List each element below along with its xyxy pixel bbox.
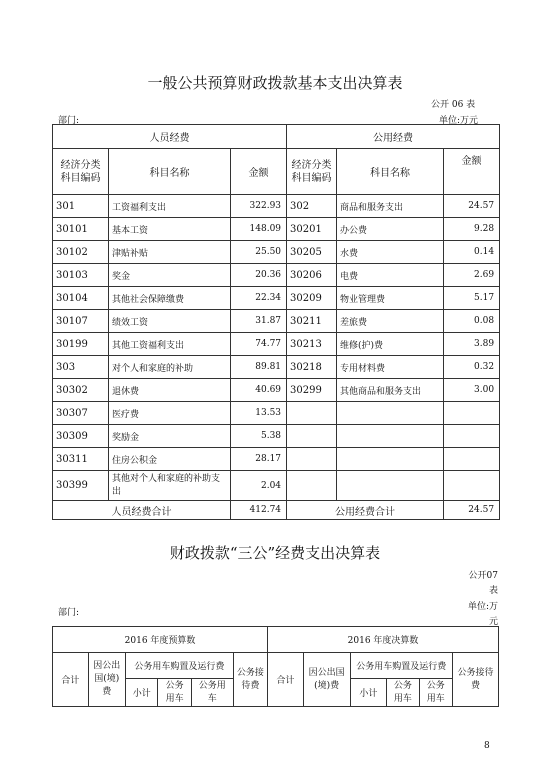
econ-code-right: 30201: [287, 218, 337, 241]
col-econ-code-left: 经济分类科目编码: [53, 149, 109, 195]
amount-right: [444, 402, 500, 425]
table-row: [53, 287, 500, 310]
final-col-car-purchase: 公务用车: [387, 679, 419, 707]
item-name-left: 绩效工资: [109, 310, 231, 333]
amount-left: 74.77: [231, 333, 287, 356]
form-number-07: 公开07 表: [468, 571, 498, 596]
form-number: 公开 06 表: [431, 100, 476, 110]
amount-left: 40.69: [231, 379, 287, 402]
item-name-left: 退休费: [109, 379, 231, 402]
col-econ-code-right: 经济分类科目编码: [287, 149, 337, 195]
amount-right: 0.32: [444, 356, 500, 379]
econ-code-left: 30101: [53, 218, 109, 241]
item-name-right: 维修(护)费: [337, 333, 444, 356]
econ-code-right: 302: [287, 195, 337, 218]
budget-col-total: 合计: [53, 653, 89, 707]
basic-expenditure-table: [52, 124, 500, 520]
col-item-name-right: 科目名称: [337, 149, 444, 195]
item-name-left: 其他对个人和家庭的补助支出: [109, 471, 231, 501]
amount-left: 89.81: [231, 356, 287, 379]
amount-left: 148.09: [231, 218, 287, 241]
amount-left: 31.87: [231, 310, 287, 333]
three-public-title: 财政拨款“三公”经费支出决算表: [169, 544, 381, 562]
item-name-right: 商品和服务支出: [337, 195, 444, 218]
page-title: 一般公共预算财政拨款基本支出决算表: [147, 74, 403, 92]
item-name-right: 差旅费: [337, 310, 444, 333]
econ-code-right: 30209: [287, 287, 337, 310]
item-name-left: 其他社会保障缴费: [109, 287, 231, 310]
amount-left: 25.50: [231, 241, 287, 264]
table-row: [53, 195, 500, 218]
econ-code-left: 30199: [53, 333, 109, 356]
amount-right: 24.57: [444, 195, 500, 218]
budget-col-subtotal: 小计: [126, 679, 158, 707]
budget-col-abroad: 因公出国(境)费: [88, 653, 126, 707]
amount-left: 28.17: [231, 448, 287, 471]
econ-code-left: 30103: [53, 264, 109, 287]
col-amount-right: 金额: [444, 149, 500, 195]
budget-col-car-run: 公务用车: [191, 679, 233, 707]
item-name-left: 奖励金: [109, 425, 231, 448]
item-name-right: [337, 448, 444, 471]
final-col-total: 合计: [268, 653, 304, 707]
unit-label-07: 单位:万元: [467, 602, 498, 627]
final-2016-header: 2016 年度决算数: [268, 627, 499, 653]
amount-left: 13.53: [231, 402, 287, 425]
econ-code-right: 30299: [287, 379, 337, 402]
unit-label: 单位:万元: [439, 116, 479, 126]
econ-code-left: 303: [53, 356, 109, 379]
table-row: [53, 448, 500, 471]
section-public: 公用经费: [287, 125, 500, 149]
amount-left: 5.38: [231, 425, 287, 448]
econ-code-left: 30104: [53, 287, 109, 310]
econ-code-right: [287, 425, 337, 448]
final-col-reception: 公务接待费: [452, 653, 498, 707]
table-row: [53, 218, 500, 241]
econ-code-left: 301: [53, 195, 109, 218]
col-amount-left: 金额: [231, 149, 287, 195]
econ-code-right: 30206: [287, 264, 337, 287]
table-row: [53, 379, 500, 402]
econ-code-right: 30205: [287, 241, 337, 264]
econ-code-left: 30102: [53, 241, 109, 264]
amount-right: 2.69: [444, 264, 500, 287]
budget-col-car-purchase: 公务用车: [158, 679, 191, 707]
three-public-table: [52, 626, 499, 707]
item-name-right: 物业管理费: [337, 287, 444, 310]
total-public-amount: 24.57: [444, 501, 500, 520]
table-row: [53, 310, 500, 333]
final-col-car: 公务用车购置及运行费: [350, 653, 452, 679]
department-label: 部门:: [58, 116, 80, 126]
total-public-label: 公用经费合计: [287, 501, 444, 520]
department-label-07: 部门:: [58, 608, 80, 618]
item-name-left: 医疗费: [109, 402, 231, 425]
econ-code-right: 30211: [287, 310, 337, 333]
budget-2016-header: 2016 年度预算数: [53, 627, 268, 653]
item-name-left: 住房公积金: [109, 448, 231, 471]
amount-right: 0.08: [444, 310, 500, 333]
econ-code-left: 30309: [53, 425, 109, 448]
item-name-left: 基本工资: [109, 218, 231, 241]
amount-left: 20.36: [231, 264, 287, 287]
item-name-right: 其他商品和服务支出: [337, 379, 444, 402]
table-row: [53, 264, 500, 287]
table-row: [53, 402, 500, 425]
budget-col-reception: 公务接待费: [233, 653, 268, 707]
final-col-subtotal: 小计: [350, 679, 387, 707]
item-name-right: 办公费: [337, 218, 444, 241]
final-col-abroad: 因公出国(境)费: [303, 653, 350, 707]
amount-right: [444, 448, 500, 471]
item-name-right: [337, 471, 444, 501]
econ-code-left: 30107: [53, 310, 109, 333]
total-personnel-label: 人员经费合计: [53, 501, 231, 520]
budget-col-car: 公务用车购置及运行费: [126, 653, 234, 679]
econ-code-left: 30302: [53, 379, 109, 402]
amount-left: 2.04: [231, 471, 287, 501]
econ-code-right: [287, 471, 337, 501]
total-personnel-amount: 412.74: [231, 501, 287, 520]
econ-code-right: [287, 402, 337, 425]
amount-left: 22.34: [231, 287, 287, 310]
final-col-car-run: 公务用车: [419, 679, 452, 707]
item-name-left: 津贴补贴: [109, 241, 231, 264]
item-name-left: 奖金: [109, 264, 231, 287]
item-name-left: 工资福利支出: [109, 195, 231, 218]
table-row: [53, 425, 500, 448]
col-item-name-left: 科目名称: [109, 149, 231, 195]
econ-code-left: 30399: [53, 471, 109, 501]
econ-code-right: [287, 448, 337, 471]
item-name-right: 专用材料费: [337, 356, 444, 379]
section-personnel: 人员经费: [53, 125, 287, 149]
econ-code-right: 30218: [287, 356, 337, 379]
amount-right: 0.14: [444, 241, 500, 264]
item-name-right: [337, 425, 444, 448]
amount-right: [444, 471, 500, 501]
amount-right: [444, 425, 500, 448]
table-row: [53, 333, 500, 356]
amount-right: 9.28: [444, 218, 500, 241]
item-name-left: 对个人和家庭的补助: [109, 356, 231, 379]
page-number: 8: [484, 741, 490, 751]
amount-right: 3.00: [444, 379, 500, 402]
amount-right: 5.17: [444, 287, 500, 310]
econ-code-left: 30311: [53, 448, 109, 471]
table-row: [53, 471, 500, 501]
econ-code-left: 30307: [53, 402, 109, 425]
item-name-left: 其他工资福利支出: [109, 333, 231, 356]
table-row: [53, 356, 500, 379]
amount-left: 322.93: [231, 195, 287, 218]
amount-right: 3.89: [444, 333, 500, 356]
item-name-right: [337, 402, 444, 425]
econ-code-right: 30213: [287, 333, 337, 356]
table-row: [53, 241, 500, 264]
item-name-right: 电费: [337, 264, 444, 287]
item-name-right: 水费: [337, 241, 444, 264]
